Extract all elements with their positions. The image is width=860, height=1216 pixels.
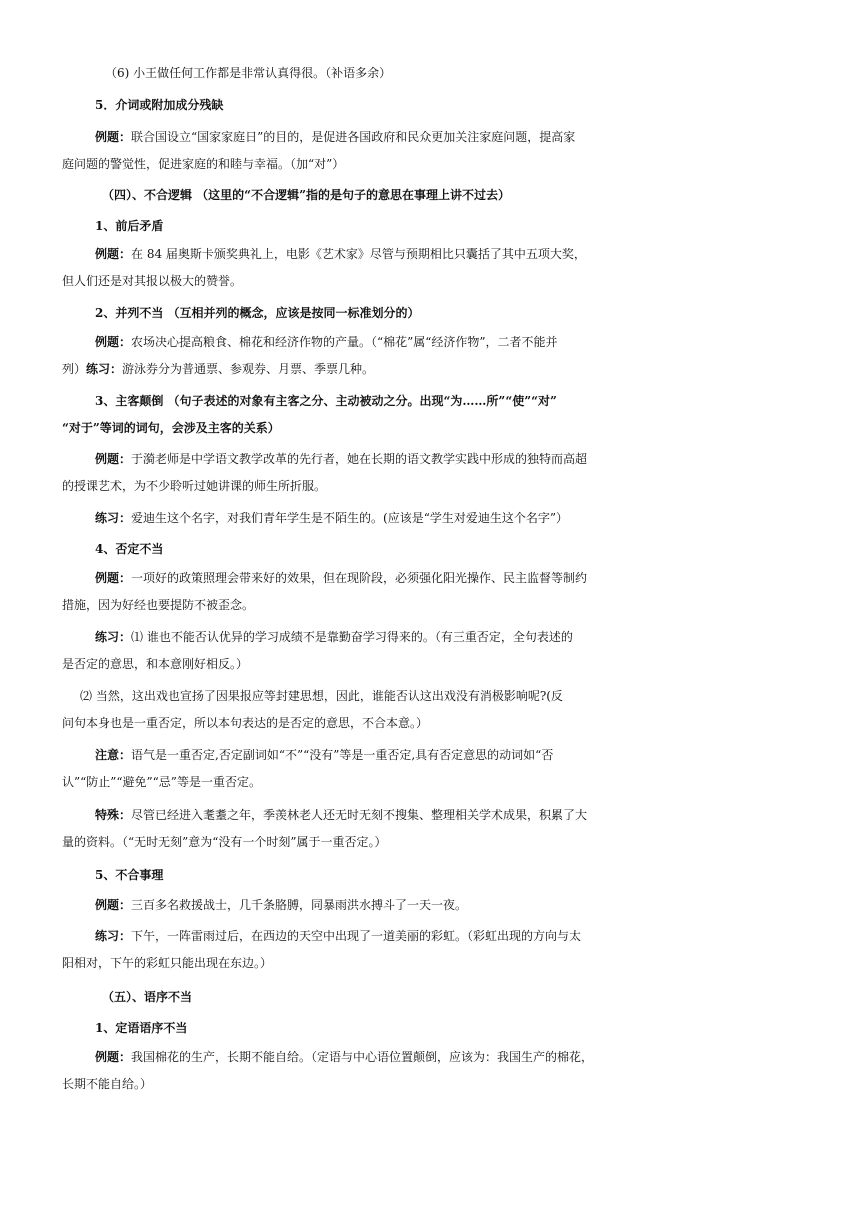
line-text: 措施，因为好经也要提防不被歪念。: [62, 598, 255, 612]
practice-label: 练习：: [95, 511, 132, 525]
heading-text: 1、定语语序不当: [95, 1021, 188, 1035]
text-line: [0, 270, 860, 292]
section-heading: [0, 417, 860, 439]
heading-text: （四）、不合逻辑 （这里的“不合逻辑”指的是句子的意思在事理上讲不过去）: [102, 188, 510, 202]
text-line: [0, 475, 860, 497]
heading-text: 3、主客颠倒 （句子表述的对象有主客之分、主动被动之分。出现“为……所”“使”“对”: [95, 394, 557, 408]
practice-label: 练习：: [95, 929, 132, 943]
text-line: [0, 653, 860, 675]
practice-label: 练习：: [95, 630, 132, 644]
text-line: [0, 153, 860, 175]
note-line: [0, 744, 860, 766]
special-line: [0, 804, 860, 826]
text-line: [0, 952, 860, 974]
heading-text: 1、前后矛盾: [95, 219, 164, 233]
line-text: 于漪老师是中学语文教学改革的先行者，她在长期的语文教学实践中形成的独特而高超: [131, 452, 588, 466]
line-text: 我国棉花的生产，长期不能自给。（定语与中心语位置颠倒，应该为：我国生产的棉花，: [131, 1050, 594, 1064]
line-text: 但人们还是对其报以极大的赞誉。: [62, 274, 243, 288]
example-label: 例题：: [95, 130, 132, 144]
example-label: 例题：: [95, 571, 132, 585]
text-line: [0, 594, 860, 616]
line-text: 联合国设立“国家家庭日”的目的，是促进各国政府和民众更加关注家庭问题，提高家: [131, 130, 576, 144]
text-line: [0, 358, 860, 380]
heading-text: 5、不合事理: [95, 868, 164, 882]
line-text: 下午，一阵雷雨过后，在西边的天空中出现了一道美丽的彩虹。（彩虹出现的方向与太: [131, 929, 582, 943]
section-heading: [0, 94, 860, 116]
example-line: [0, 567, 860, 589]
example-line: [0, 126, 860, 148]
practice-line: [0, 626, 860, 648]
line-text: 长期不能自给。）: [62, 1077, 153, 1091]
heading-text: “对于”等词的词句，会涉及主客的关系）: [62, 421, 280, 435]
line-text: 是否定的意思，和本意刚好相反。）: [62, 657, 249, 671]
example-label: 例题：: [95, 1050, 132, 1064]
text-line: [0, 62, 860, 84]
example-line: [0, 1046, 860, 1068]
section-heading: [0, 184, 860, 206]
section-heading: [0, 302, 860, 324]
line-text: 认”“防止”“避免”“忌”等是一重否定。: [62, 775, 261, 789]
heading-text: 2、并列不当 （互相并列的概念，应该是按同一标准划分的）: [95, 306, 420, 320]
line-text: （6) 小王做任何工作都是非常认真得很。（补语多余）: [105, 66, 392, 80]
example-line: [0, 331, 860, 353]
practice-label: 练习：: [86, 362, 123, 376]
practice-line: [0, 925, 860, 947]
heading-text: （五）、语序不当: [102, 990, 193, 1004]
text-line: [0, 1073, 860, 1095]
example-line: [0, 243, 860, 265]
example-label: 例题：: [95, 335, 132, 349]
example-label: 例题：: [95, 452, 132, 466]
section-heading: [0, 390, 860, 412]
line-text: 一项好的政策照理会带来好的效果，但在现阶段，必须强化阳光操作、民主监督等制约: [131, 571, 588, 585]
line-text: 量的资料。（“无时无刻”意为“没有一个时刻”属于一重否定。）: [62, 835, 387, 849]
example-label: 例题：: [95, 898, 132, 912]
section-heading: [0, 986, 860, 1008]
text-line: [0, 771, 860, 793]
text-line: [0, 712, 860, 734]
note-label: 注意：: [95, 748, 132, 762]
line-text: 农场决心提高粮食、棉花和经济作物的产量。（“棉花”属“经济作物”，二者不能并: [131, 335, 558, 349]
line-text: 爱迪生这个名字，对我们青年学生是不陌生的。(应该是“学生对爱迪生这个名字”）: [131, 511, 568, 525]
special-label: 特殊：: [95, 808, 132, 822]
line-text: 问句本身也是一重否定，所以本句表达的是否定的意思，不合本意。）: [62, 716, 429, 730]
line-text: 阳相对，下午的彩虹只能出现在东边。）: [62, 956, 273, 970]
section-heading: [0, 215, 860, 237]
line-text: 列）: [62, 362, 87, 376]
text-line: [0, 831, 860, 853]
line-text: 尽管已经进入耄耋之年，季羡林老人还无时无刻不搜集、整理相关学术成果，积累了大: [131, 808, 588, 822]
line-text: 三百多名救援战士，几千条胳膊，同暴雨洪水搏斗了一天一夜。: [131, 898, 468, 912]
example-line: [0, 894, 860, 916]
example-label: 例题：: [95, 247, 132, 261]
line-text: 的授课艺术，为不少聆听过她讲课的师生所折服。: [62, 479, 327, 493]
section-heading: [0, 864, 860, 886]
section-heading: [0, 1017, 860, 1039]
heading-text: 5．介词或附加成分残缺: [95, 98, 224, 112]
line-text: ⑴ 谁也不能否认优异的学习成绩不是靠勤奋学习得来的。（有三重否定，全句表述的: [131, 630, 573, 644]
practice-line: [0, 507, 860, 529]
section-heading: [0, 538, 860, 560]
line-text: 在 84 届奥斯卡颁奖典礼上，电影《艺术家》尽管与预期相比只囊括了其中五项大奖，: [131, 247, 586, 261]
text-line: [0, 685, 860, 707]
example-line: [0, 448, 860, 470]
line-text: ⑵ 当然，这出戏也宣扬了因果报应等封建思想，因此，谁能否认这出戏没有消极影响呢?(反: [80, 689, 563, 703]
line-text: 游泳券分为普通票、参观券、月票、季票几种。: [122, 362, 375, 376]
line-text: 语气是一重否定,否定副词如“不”“没有”等是一重否定,具有否定意思的动词如“否: [131, 748, 554, 762]
line-text: 庭问题的警觉性，促进家庭的和睦与幸福。（加“对”）: [62, 157, 345, 171]
heading-text: 4、否定不当: [95, 542, 164, 556]
